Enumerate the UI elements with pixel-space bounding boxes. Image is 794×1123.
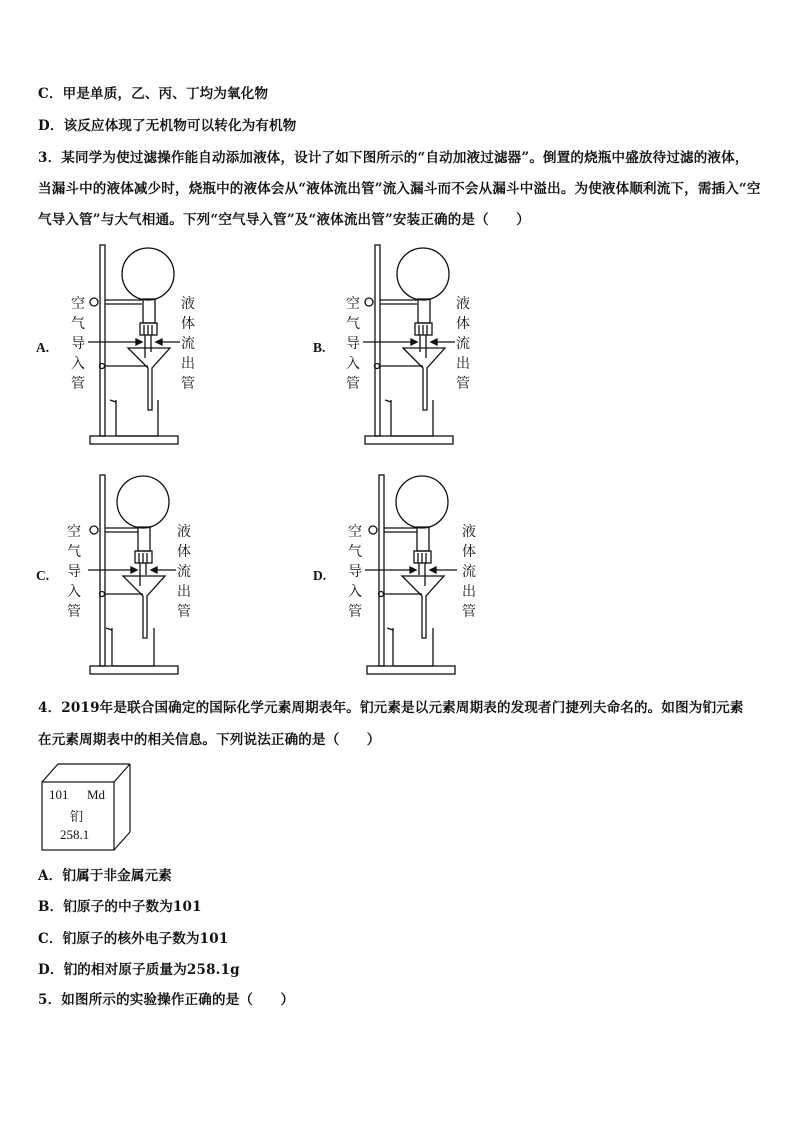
label-char: 空 [346, 296, 360, 312]
figure-b-letter: B. [313, 340, 326, 355]
label-char: 入 [71, 356, 85, 372]
figure-d-air-tube-label [347, 522, 363, 622]
figure-d-liquid-tube-label [461, 522, 477, 622]
label-char: 液 [181, 296, 195, 312]
figure-c-air-tube-label [66, 522, 82, 622]
apparatus-a-diagram [30, 240, 230, 450]
apparatus-b-diagram [305, 240, 505, 450]
label-char: 气 [71, 316, 85, 332]
q3-text-line3: 气导入管”与大气相通。下列“空气导入管”及“液体流出管”安装正确的是（ ） [38, 212, 530, 228]
figure-b-air-tube-label [345, 294, 361, 394]
label-char: 流 [462, 564, 476, 580]
label-char: 气 [67, 544, 81, 560]
atomic-mass: 258.1 [60, 827, 90, 842]
label-char: 管 [456, 376, 470, 392]
figure-a [30, 240, 230, 450]
q4-option-d: D．钔的相对原子质量为258.1g [38, 962, 240, 978]
figure-d [305, 470, 505, 680]
label-char: 管 [71, 376, 85, 392]
q4-option-a: A．钔属于非金属元素 [38, 868, 172, 884]
label-char: 气 [346, 316, 360, 332]
apparatus-c-diagram [30, 470, 230, 680]
figure-c [30, 470, 230, 680]
label-char: 导 [346, 336, 360, 352]
label-char: 管 [181, 376, 195, 392]
label-char: 液 [177, 524, 191, 540]
label-char: 管 [177, 604, 191, 620]
figure-c-liquid-tube-label [176, 522, 192, 622]
label-char: 流 [177, 564, 191, 580]
label-char: 气 [348, 544, 362, 560]
figure-b-liquid-tube-label [455, 294, 471, 394]
label-char: 体 [177, 544, 191, 560]
label-char: 液 [456, 296, 470, 312]
label-char: 导 [67, 564, 81, 580]
figure-a-liquid-tube-label [180, 294, 196, 394]
prev-option-d: D．该反应体现了无机物可以转化为有机物 [38, 118, 297, 134]
figure-b [305, 240, 505, 450]
label-char: 出 [177, 584, 191, 600]
q4-text-line1: 4．2019年是联合国确定的国际化学元素周期表年。钔元素是以元素周期表的发现者门捷列夫命名的。如图为钔元素 [38, 700, 744, 716]
figure-a-letter: A. [36, 340, 50, 355]
q3-text-line2: 当漏斗中的液体减少时，烧瓶中的液体会从“液体流出管”流入漏斗而不会从漏斗中溢出。为使液体顺利流下，需插入“空 [38, 181, 761, 197]
label-char: 入 [346, 356, 360, 372]
figure-c-letter: C. [36, 568, 50, 583]
label-char: 出 [181, 356, 195, 372]
atomic-number: 101 [49, 787, 69, 802]
q4-option-c: C．钔原子的核外电子数为101 [38, 931, 229, 947]
label-char: 体 [456, 316, 470, 332]
label-char: 空 [67, 524, 81, 540]
label-char: 管 [348, 604, 362, 620]
label-char: 出 [462, 584, 476, 600]
label-char: 流 [456, 336, 470, 352]
label-char: 管 [67, 604, 81, 620]
label-char: 出 [456, 356, 470, 372]
q4-text-line2: 在元素周期表中的相关信息。下列说法正确的是（ ） [38, 732, 381, 748]
element-symbol: Md [87, 787, 106, 802]
q3-text-line1: 3．某同学为使过滤操作能自动添加液体，设计了如下图所示的“自动加液过滤器”。倒置的烧瓶中盛放待过滤的液体， [38, 150, 749, 166]
label-char: 管 [462, 604, 476, 620]
label-char: 入 [348, 584, 362, 600]
label-char: 空 [348, 524, 362, 540]
prev-option-c: C．甲是单质，乙、丙、丁均为氧化物 [38, 86, 269, 102]
label-char: 体 [462, 544, 476, 560]
figure-d-letter: D. [313, 568, 327, 583]
label-char: 液 [462, 524, 476, 540]
q4-option-b: B．钔原子的中子数为101 [38, 899, 202, 915]
element-name: 钔 [70, 810, 84, 825]
label-char: 管 [346, 376, 360, 392]
label-char: 导 [71, 336, 85, 352]
label-char: 入 [67, 584, 81, 600]
label-char: 空 [71, 296, 85, 312]
figure-a-air-tube-label [70, 294, 86, 394]
label-char: 导 [348, 564, 362, 580]
q5-text-line1: 5．如图所示的实验操作正确的是（ ） [38, 992, 295, 1008]
element-card [38, 760, 138, 854]
label-char: 体 [181, 316, 195, 332]
label-char: 流 [181, 336, 195, 352]
